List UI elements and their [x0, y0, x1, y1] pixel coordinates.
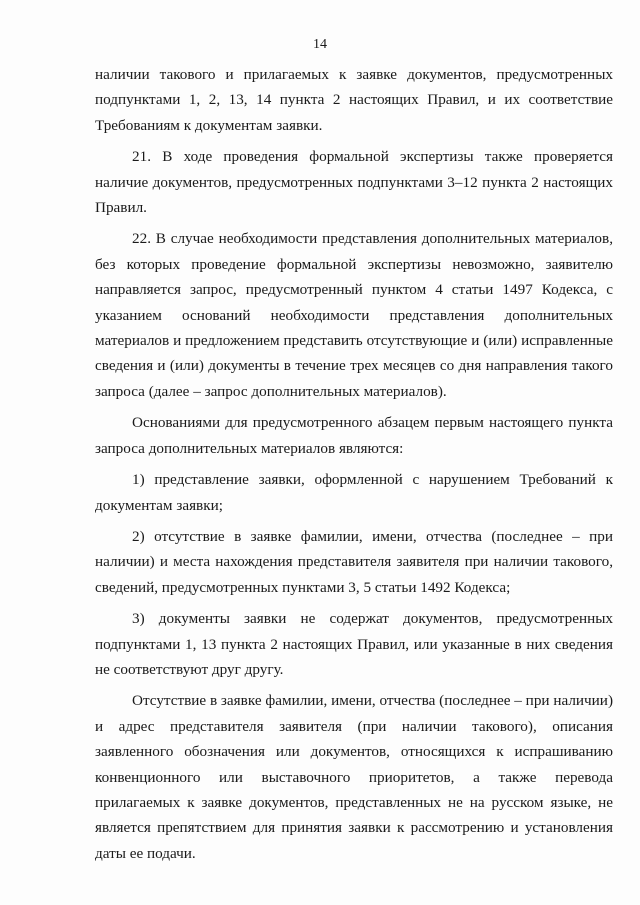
paragraph-ground-3: 3) документы заявки не содержат документов, предусмотренных подпунктами 1, 13 пункта 2 настоящих Правил, или указанные в них сведения не соответствуют друг другу.: [95, 610, 613, 678]
document-body: [95, 62, 613, 872]
paragraph-ground-1: 1) представление заявки, оформленной с нарушением Требований к документам заявки;: [95, 471, 613, 514]
paragraph-ground-2: 2) отсутствие в заявке фамилии, имени, отчества (последнее – при наличии) и места нахождения представителя заявителя при наличии такового, сведений, предусмотренных пунктами 3, 5 статьи 1492 Кодекса;: [95, 527, 613, 596]
paragraph-clause-21: 21. В ходе проведения формальной экспертизы также проверяется наличие документов, предусмотренных подпунктами 3–12 пункта 2 настоящих Правил.: [95, 148, 613, 217]
page-number: 14: [313, 37, 327, 52]
paragraph-grounds-intro: Основаниями для предусмотренного абзацем первым настоящего пункта запроса дополнительных материалов являются:: [95, 414, 613, 457]
paragraph-continuation: наличии такового и прилагаемых к заявке документов, предусмотренных подпунктами 1, 2, 13, 14 пункта 2 настоящих Правил, и их соответствие Требованиям к документам заявки.: [95, 66, 613, 134]
paragraph-clause-22: 22. В случае необходимости представления дополнительных материалов, без которых проведение формальной экспертизы невозможно, заявителю направляется запрос, предусмотренный пунктом 4 статьи 1497 Кодекса, с указанием оснований необходимости представления дополнительных материалов и предложением представить отсутствующие и (или) исправленные сведения и (или) документы в течение трех месяцев со дня направления такого запроса (далее – запрос дополнительных материалов).: [95, 230, 613, 400]
paragraph-absence-note: Отсутствие в заявке фамилии, имени, отчества (последнее – при наличии) и адрес представителя заявителя (при наличии такового), описания заявленного обозначения или документов, относящихся к испрашиванию конвенционного или выставочного приоритетов, а также перевода прилагаемых к заявке документов, представленных не на русском языке, не является препятствием для принятия заявки к рассмотрению и установления даты ее подачи.: [95, 692, 613, 862]
